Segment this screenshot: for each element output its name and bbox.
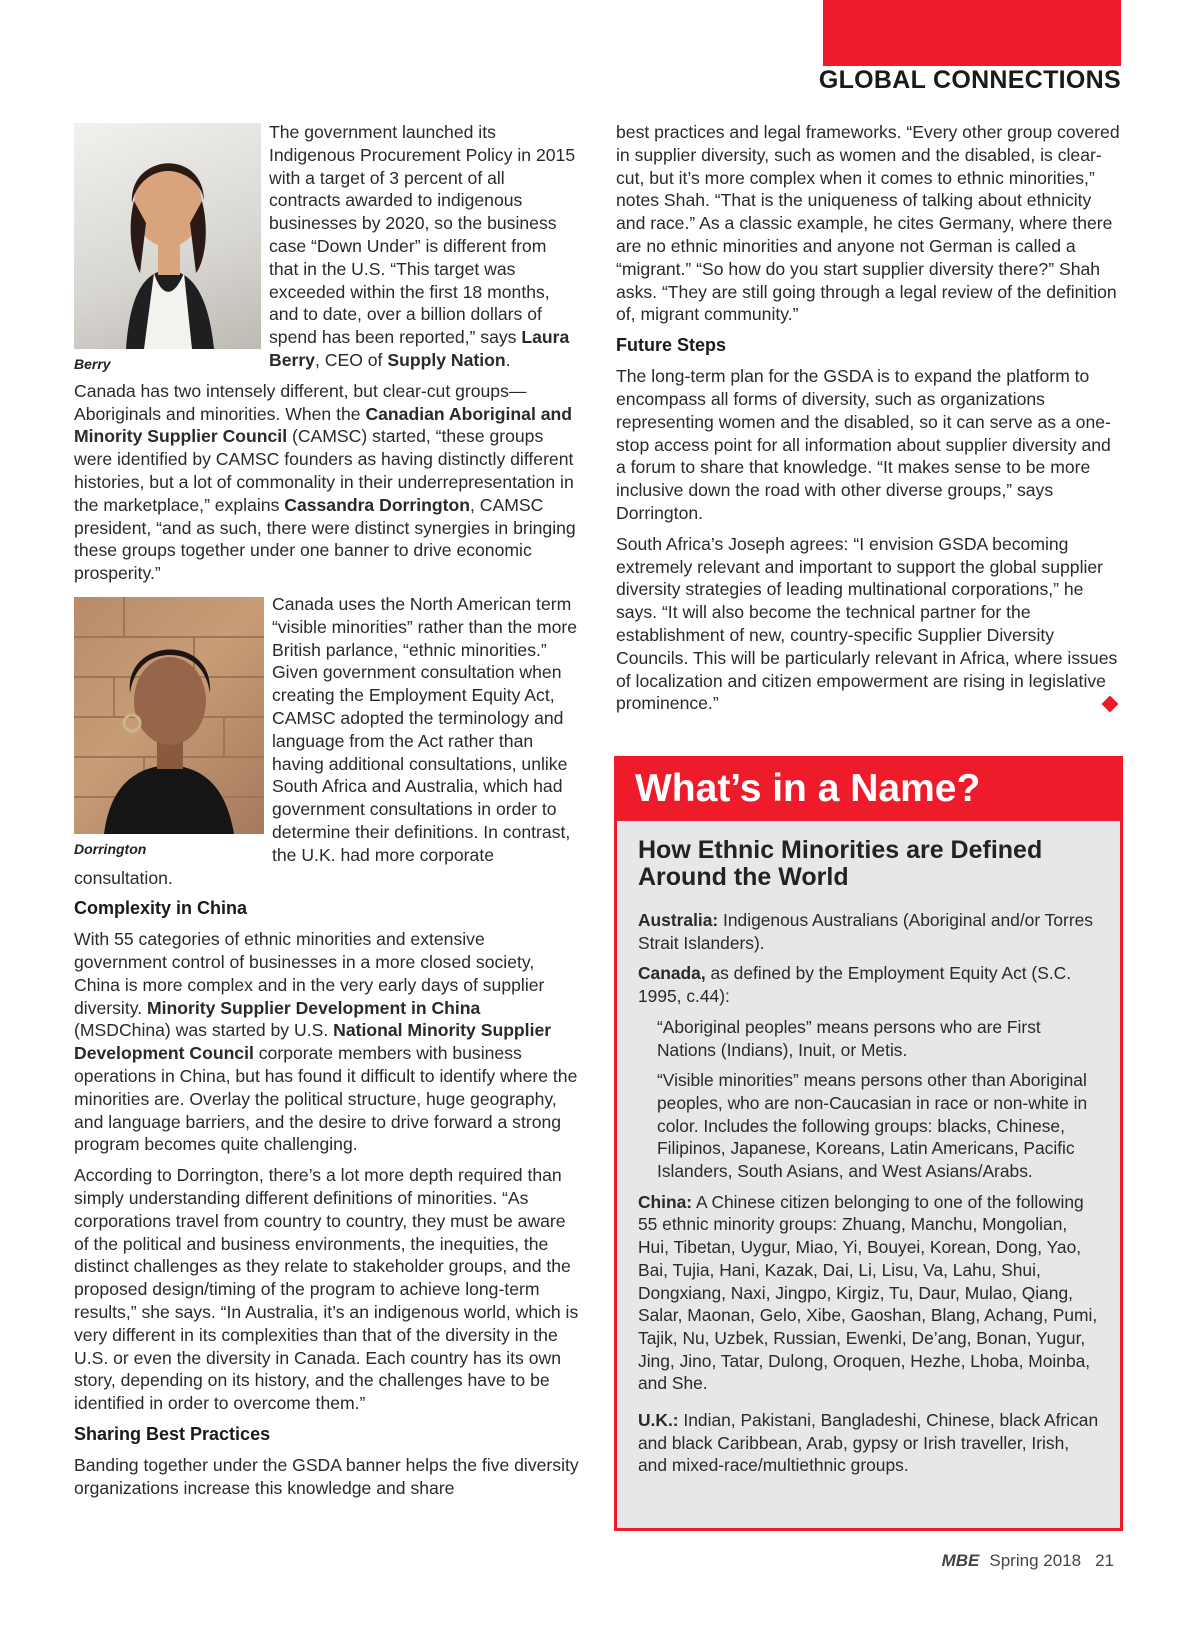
paragraph-canada: Canada has two intensely different, but clear-cut groups—Aboriginals and minorities. When the Canadian Aboriginal and Minority Supplier Council (CAMSC) started, “these groups were identified by CAMSC founders as having distinctly different histories, but a lot of commonality in their underrepresentation in the marketplace,” explains Cassandra Dorrington, CAMSC president, “and as such, there were distinct synergies in bringing these groups together under one banner to drive economic prosperity.”: [74, 380, 576, 584]
left-column: [74, 121, 579, 1508]
berry-figure: [74, 123, 261, 376]
dorrington-photo: [74, 597, 264, 834]
sidebar-title: What’s in a Name?: [617, 759, 1120, 821]
sidebar-box: [614, 756, 1123, 1531]
right-column: [616, 121, 1122, 723]
sidebar-body: [617, 821, 1120, 1477]
paragraph-visible-minorities: Canada uses the North American term “visible minorities” rather than the more British parlance, “ethnic minorities.” Given government consultation when creating the Employment Equity Act, CAMSC adopted the terminology and language from the Act rather than having additional consultations, unlike South Africa and Australia, which had government consultations in order to determine their definitions. In contrast, the U.K. had more corporate consultation.: [74, 593, 578, 888]
dorrington-figure: [74, 597, 264, 861]
definition-china: China: A Chinese citizen belonging to one of the following 55 ethnic minority groups: Zhuang, Manchu, Mongolian, Hui, Tibetan, Uygur, Miao, Yi, Bouyei, Korean, Dong, Yao, Bai, Tujia, Hani, Kazak, Dai, Li, Lisu, Va, Lahu, Shui, Dongxiang, Naxi, Jingpo, Kirgiz, Tu, Daur, Mulao, Qiang, Salar, Maonan, Gelo, Xibe, Gaoshan, Blang, Achang, Pumi, Tajik, Nu, Uzbek, Russian, Ewenki, De’ang, Bonan, Yugur, Jing, Jino, Tatar, Dulong, Oroquen, Hezhe, Lhoba, Moinba, and She.: [638, 1191, 1098, 1394]
berry-photo: [74, 123, 261, 349]
magazine-name: MBE: [941, 1551, 980, 1570]
definition-uk: U.K.: Indian, Pakistani, Bangladeshi, Chinese, black African and black Caribbean, Arab, gypsy or Irish traveller, Irish, and mixed-race/multiethnic groups.: [638, 1410, 1099, 1476]
dorrington-caption: Dorrington: [74, 840, 147, 857]
paragraph-australia: The government launched its Indigenous Procurement Policy in 2015 with a target of 3 percent of all contracts awarded to indigenous businesses by 2020, so the business case “Down Under” is different from that in the U.S. “This target was exceeded within the first 18 months, and to date, over a billion dollars of spend has been reported,” says Laura Berry, CEO of Supply Nation.: [269, 122, 576, 370]
header-accent-bar: [823, 0, 1121, 66]
canada-quote-aboriginal: “Aboriginal peoples” means persons who are First Nations (Indians), Inuit, or Metis.: [657, 1016, 1041, 1060]
sidebar-subtitle: How Ethnic Minorities are Defined Around the World: [638, 836, 1043, 891]
issue-date: Spring 2018: [989, 1551, 1082, 1570]
page-number: 21: [1095, 1551, 1114, 1570]
definition-canada: Canada, as defined by the Employment Equity Act (S.C. 1995, c.44):: [638, 963, 1072, 1007]
paragraph-china: With 55 categories of ethnic minorities and extensive government control of businesses in a more closed society, China is more complex and in the very early days of supplier diversity. Minority Supplier Development in China (MSDChina) was started by U.S. National Minority Supplier Development Council corporate members with business operations in China, but has found it difficult to identify where the minorities are. Overlay the political structure, huge geography, and language barriers, and the desire to drive forward a strong program becomes quite challenging.: [74, 929, 578, 1155]
subhead-future-steps: Future Steps: [616, 335, 727, 356]
paragraph-long-term-plan: The long-term plan for the GSDA is to expand the platform to encompass all forms of diversity, such as organizations representing women and the disabled, so it can serve as a one-stop access point for all information about supplier diversity and a forum to share that knowledge. “It makes sense to be more inclusive down the road with other diverse groups,” says Dorrington.: [616, 366, 1111, 523]
paragraph-dorrington-depth: According to Dorrington, there’s a lot more depth required than simply understanding different definitions of minorities. “As corporations travel from country to country, they must be aware of the political and business environments, the inequities, the distinct challenges as they relate to stakeholder groups, and the proposed design/timing of the program to achieve long-term results,” she says. “In Australia, it’s an indigenous world, which is very different in its complexities than that of the diversity in the U.S. or even the diversity in Canada. Each country has its own story, depending on its history, and the challenges have to be identified in order to overcome them.”: [74, 1165, 579, 1414]
portrait-photo-icon: [74, 597, 264, 834]
portrait-photo-icon: [74, 123, 261, 349]
paragraph-best-practices: best practices and legal frameworks. “Every other group covered in supplier diversity, such as women and the disabled, is clear-cut, but it’s more complex when it comes to ethnic minorities,” notes Shah. “That is the uniqueness of talking about ethnicity and race.” As a classic example, he cites Germany, where there are no ethnic minorities and anyone not German is called a “migrant.” “So how do you start supplier diversity there?” Shah asks. “They are still going through a legal review of the definition of, migrant community.”: [616, 122, 1120, 325]
section-title: GLOBAL CONNECTIONS: [818, 66, 1121, 94]
definition-australia: Australia: Indigenous Australians (Aboriginal and/or Torres Strait Islanders).: [638, 910, 1093, 953]
diamond-icon: [1102, 696, 1119, 713]
subhead-sharing-best-practices: Sharing Best Practices: [74, 1424, 271, 1445]
berry-caption: Berry: [74, 356, 111, 372]
page-footer: [942, 1551, 1114, 1571]
canada-quote-visible-minorities: “Visible minorities” means persons other than Aboriginal peoples, who are non-Caucasian in race or non-white in color. Includes the following groups: blacks, Chinese, Filipinos, Japanese, Koreans, Latin Americans, Pacific Islanders, South Asians, and West Asians/Arabs.: [657, 1070, 1088, 1182]
paragraph-banding-together: Banding together under the GSDA banner helps the five diversity organizations increase this knowledge and share: [74, 1455, 579, 1498]
paragraph-south-africa: South Africa’s Joseph agrees: “I envision GSDA becoming extremely relevant and important to support the global supplier diversity strategies of leading multinational corporations,” he says. “It will also become the technical partner for the establishment of new, country-specific Supplier Diversity Councils. This will be particularly relevant in Africa, where issues of localization and citizen empowerment are rising in legislative prominence.”: [616, 533, 1118, 714]
subhead-complexity-china: Complexity in China: [74, 898, 248, 919]
